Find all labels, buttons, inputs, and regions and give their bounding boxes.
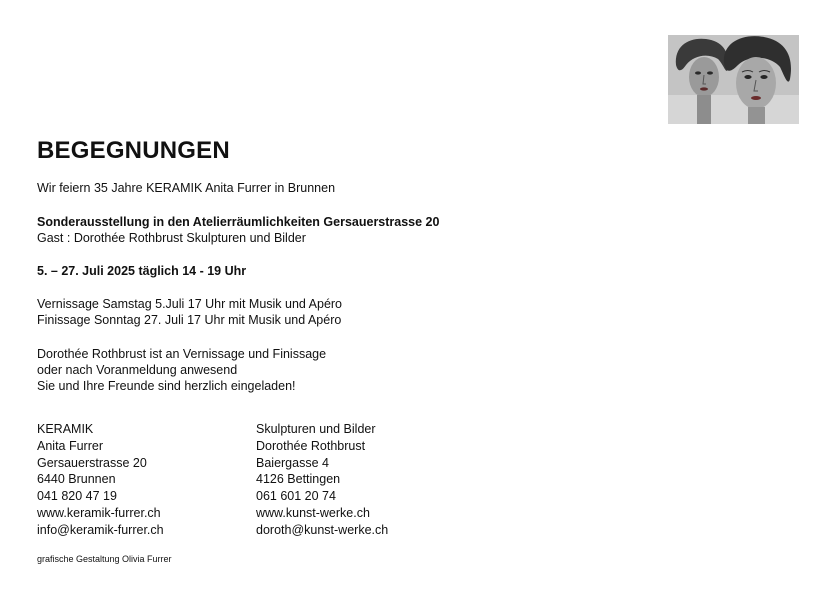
invitation-line: Dorothée Rothbrust ist an Vernissage und Finissage	[37, 347, 327, 361]
contact-name: Dorothée Rothbrust	[256, 438, 366, 453]
contact-name: Anita Furrer	[37, 438, 103, 453]
contact-email: doroth@kunst-werke.ch	[256, 522, 389, 537]
exhibition-dates: 5. – 27. Juli 2025 täglich 14 - 19 Uhr	[37, 264, 247, 278]
contact-street: Baiergasse 4	[256, 455, 329, 470]
finissage-text: Finissage Sonntag 27. Juli 17 Uhr mit Musik und Apéro	[37, 313, 342, 327]
contact-city: 4126 Bettingen	[256, 472, 341, 487]
sculpture-photo	[668, 35, 799, 124]
contact-street: Gersauerstrasse 20	[37, 455, 147, 470]
intro-text: Wir feiern 35 Jahre KERAMIK Anita Furrer in Brunnen	[37, 181, 336, 195]
exhibition-guest: Gast : Dorothée Rothbrust Skulpturen und Bilder	[37, 231, 306, 245]
exhibition-headline: Sonderausstellung in den Atelierräumlichkeiten Gersauerstrasse 20	[37, 215, 440, 229]
contact-company: Skulpturen und Bilder	[256, 422, 376, 436]
contact-phone: 041 820 47 19	[37, 489, 117, 504]
page-title: BEGEGNUNGEN	[37, 137, 230, 164]
contact-skulpturen	[256, 421, 388, 539]
contact-city: 6440 Brunnen	[37, 472, 116, 487]
contact-website: www.keramik-furrer.ch	[37, 505, 161, 520]
contact-website: www.kunst-werke.ch	[256, 505, 370, 520]
design-credit: grafische Gestaltung Olivia Furrer	[37, 554, 172, 564]
contact-keramik	[37, 421, 164, 539]
invitation-line: Sie und Ihre Freunde sind herzlich eingeladen!	[37, 379, 296, 393]
vernissage-text: Vernissage Samstag 5.Juli 17 Uhr mit Musik und Apéro	[37, 297, 343, 311]
invitation-line: oder nach Voranmeldung anwesend	[37, 363, 238, 377]
contact-email: info@keramik-furrer.ch	[37, 522, 164, 537]
contact-company: KERAMIK	[37, 422, 94, 436]
contact-phone: 061 601 20 74	[256, 489, 336, 504]
